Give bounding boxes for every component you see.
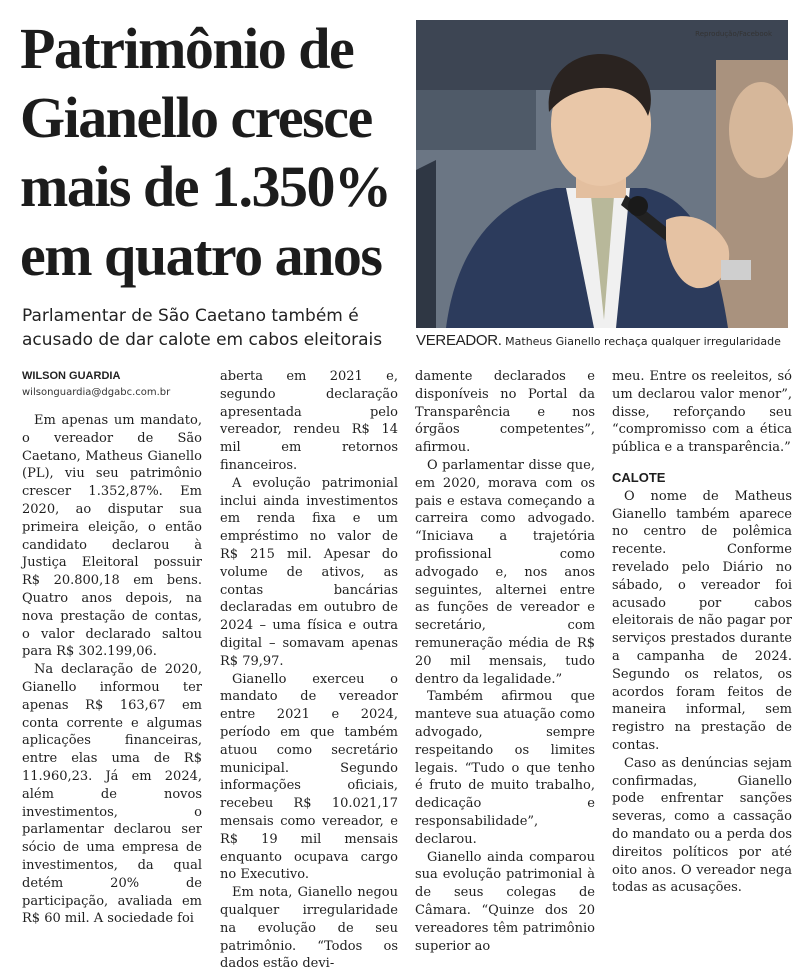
paragraph: aberta em 2021 e, segundo declaração apresentada pelo vereador, rendeu R$ 14 mil em retornos financeiros. <box>220 369 398 473</box>
article-column-1 <box>22 412 202 928</box>
article-column-4 <box>612 368 792 897</box>
paragraph: Em apenas um mandato, o vereador de São Caetano, Matheus Gianello (PL), viu seu patrimônio crescer 1.352,87%. Em 2020, ao disputar sua primeira eleição, o então candidato declarou à Justiça Eleitoral possuir R$ 20.800,18 em bens. Quatro anos depois, na nova prestação de contas, o valor declarado saltou para R$ 302.199,06. <box>22 413 202 660</box>
paragraph: Também afirmou que manteve sua atuação como advogado, sempre respeitando os limites legais. “Tudo o que tenho é fruto de muito trabalho, dedicação e responsabilidade”, declarou. <box>415 689 595 847</box>
caption-kicker: VEREADOR. <box>416 332 502 349</box>
photo-caption <box>416 332 796 351</box>
section-title: CALOTE <box>612 469 666 485</box>
paragraph: O nome de Matheus Gianello também aparece no centro de polêmica recente. Conforme revelado pelo Diário no sábado, o vereador foi acusado por cabos eleitorais de não pagar por serviços prestados durante a campanha de 2024. Segundo os relatos, os acordos foram feitos de maneira informal, sem registro na prestação de contas. <box>612 488 792 753</box>
article-column-3 <box>415 368 595 955</box>
paragraph: Caso as denúncias sejam confirmadas, Gianello pode enfrentar sanções severas, como a cassação do mandato ou a perda dos direitos políticos por até oito anos. O vereador nega todas as acusações. <box>612 755 792 896</box>
paragraph: Em nota, Gianello negou qualquer irregularidade na evolução de seu patrimônio. “Todos os dados estão devi- <box>220 885 398 972</box>
byline-author: WILSON GUARDIA <box>22 370 121 382</box>
paragraph: meu. Entre os reeleitos, só um declarou valor menor”, disse, reforçando seu “compromisso com a ética pública e a transparência.” <box>612 369 792 456</box>
paragraph: O parlamentar disse que, em 2020, morava com os pais e estava começando a carreira como advogado. “Iniciava a trajetória profissional como advogado e, nos anos seguintes, alternei entre as funções de vereador e secretário, com remuneração média de R$ 20 mil mensais, tudo dentro da legalidade.” <box>415 457 595 687</box>
photo-credit: Reprodução/Facebook <box>695 30 772 38</box>
paragraph: Gianello exerceu o mandato de vereador entre 2021 e 2024, período em que também atuou como secretário municipal. Segundo informações oficiais, recebeu R$ 10.021,17 mensais como vereador, e R$ 19 mil mensais enquanto ocupava cargo no Executivo. <box>220 671 398 883</box>
article-column-2 <box>220 368 398 973</box>
byline-email: wilsonguardia@dgabc.com.br <box>22 387 171 398</box>
article-photo <box>416 20 788 328</box>
paragraph: Gianello ainda comparou sua evolução patrimonial à de seus colegas de Câmara. “Quinze dos 20 vereadores têm patrimônio superior ao <box>415 849 595 954</box>
photo-illustration <box>416 20 788 328</box>
caption-text: Matheus Gianello rechaça qualquer irregularidade <box>501 335 781 348</box>
paragraph: damente declarados e disponíveis no Portal da Transparência e nos órgãos competentes”, afirmou. <box>415 369 595 456</box>
paragraph: Na declaração de 2020, Gianello informou ter apenas R$ 163,67 em conta corrente e algumas aplicações financeiras, entre elas uma de R$ 11.960,23. Já em 2024, além de novos investimentos, o parlamentar declarou ser sócio de uma empresa de investimentos, da qual detém 20% de participação, avaliada em R$ 60 mil. A sociedade foi <box>22 662 202 927</box>
subheadline: Parlamentar de São Caetano também é acusado de dar calote em cabos eleitorais <box>22 306 383 350</box>
paragraph: A evolução patrimonial inclui ainda investimentos em renda fixa e um empréstimo no valor de R$ 215 mil. Apesar do volume de ativos, as contas bancárias declaradas em outubro de 2024 – uma física e outra digital – somavam apenas R$ 79,97. <box>220 475 398 669</box>
headline: Patrimônio de Gianello cresce mais de 1.350% em quatro anos <box>20 16 391 288</box>
